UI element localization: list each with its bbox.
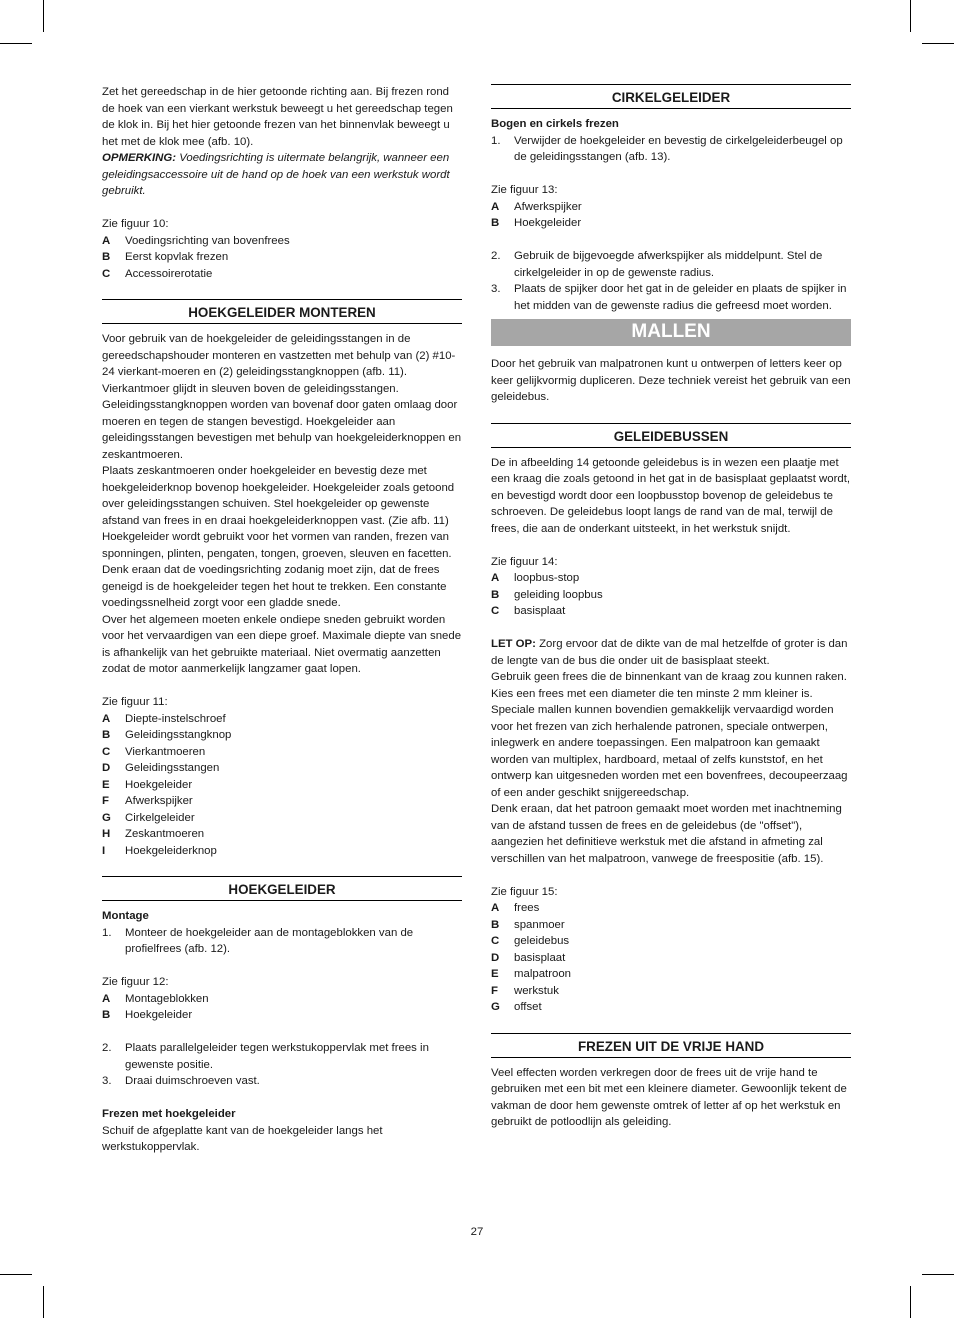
list-item: D Geleidingsstangen xyxy=(102,762,220,774)
note-text: Voedingsrichting is uitermate belangrijk, wanneer een geleidingsaccessoire uit de hand op de hoek van een werkstuk wordt gebruikt. xyxy=(102,152,450,197)
heading-hoekgeleider-monteren: HOEKGELEIDER MONTEREN xyxy=(102,299,462,324)
heading-geleidebussen: GELEIDEBUSSEN xyxy=(491,423,851,448)
montage-step-1: 1. Monteer de hoekgeleider aan de montageblokken van de profielfrees (afb. 12). xyxy=(102,926,414,955)
fig14-title: Zie figuur 14: xyxy=(491,555,558,568)
right-column xyxy=(491,84,851,1131)
fig12-list xyxy=(102,991,462,1024)
list-item: B spanmoer xyxy=(491,918,565,931)
crop-mark xyxy=(922,43,954,44)
crop-mark xyxy=(922,1274,954,1275)
mount-paragraph-3: Over het algemeen moeten enkele ondiepe sneden gebruikt worden voor het vervaardigen van een diepe groef. Maximale diepte van snede is afhankelijk van het gebruikte materiaal. Niet overmatig aanzetten zodat de motor aanmerkelijk langzamer gaat lopen. xyxy=(102,613,462,675)
circle-step-1: 1. Verwijder de hoekgeleider en bevestig de cirkelgeleiderbeugel op de geleidingsstangen (afb. 13). xyxy=(491,134,843,163)
circle-step-3: 3. Plaats de spijker door het gat in de geleider en plaats de spijker in het midden van de gewenste radius die gefreesd moet worden. xyxy=(491,283,847,312)
mount-paragraph-1: Voor gebruik van de hoekgeleider de geleidingsstangen in de gereedschapshouder monteren en vastzetten met behulp van (2) #10-24 vierkant-moeren en (2) geleidingsstangknoppen (afb. 11). Vierkantmoer glijdt in sleuven boven de geleidingsstangen. Geleidingsstangknoppen worden van bovenaf door gaten omlaag door moeren en tegen de stangen bevestigd. Hoekgeleider aan geleidingsstangen bevestigen met behulp van hoekgeleiderknoppen en zeskantmoeren. xyxy=(102,333,462,461)
list-item: G offset xyxy=(491,1001,542,1013)
list-item: C geleidebus xyxy=(491,935,570,947)
list-item: I Hoekgeleiderknop xyxy=(102,844,217,857)
heading-hoekgeleider: HOEKGELEIDER xyxy=(102,876,462,901)
fig10-list xyxy=(102,233,462,283)
fig15-title: Zie figuur 15: xyxy=(491,885,558,898)
crop-mark xyxy=(0,43,32,44)
list-item: A loopbus-stop xyxy=(491,572,580,584)
fig13-title: Zie figuur 13: xyxy=(491,184,558,196)
montage-title: Montage xyxy=(102,910,149,922)
crop-mark xyxy=(910,1286,911,1318)
letop-text: Zorg ervoor dat de dikte van de mal hetzelfde of groter is dan de lengte van de bus die onder uit de basisplaat steekt. xyxy=(491,638,848,667)
montage-step-2: 2. Plaats parallelgeleider tegen werkstukoppervlak met frees in gewenste positie. xyxy=(102,1042,429,1071)
crop-mark xyxy=(43,1286,44,1318)
fig11-list xyxy=(102,711,462,860)
fig10-title: Zie figuur 10: xyxy=(102,218,169,230)
montage-step-3: 3. Draai duimschroeven vast. xyxy=(102,1075,260,1087)
fig15-list xyxy=(491,900,851,1016)
bussen-paragraph-3: Denk eraan, dat het patroon gemaakt moet worden met inachtneming van de afstand tussen de frees en de geleidebus (de "offset"), aangezien het definitieve werkstuk met die afstand in afmeting zal verschillen van het malpatroon, vanwege de freespositie (afb. 15). xyxy=(491,803,842,865)
list-item: A Montageblokken xyxy=(102,992,209,1005)
list-item: B Hoekgeleider xyxy=(491,217,582,229)
list-item: H Zeskantmoeren xyxy=(102,828,205,840)
list-item: F werkstuk xyxy=(491,984,559,997)
list-item: C basisplaat xyxy=(491,605,566,617)
list-item: D basisplaat xyxy=(491,951,566,964)
list-item: B Eerst kopvlak frezen xyxy=(102,251,229,263)
crop-mark xyxy=(0,1274,32,1275)
letop-label: LET OP: xyxy=(491,638,536,650)
list-item: E Hoekgeleider xyxy=(102,778,193,791)
left-column xyxy=(102,84,462,1156)
bussen-paragraph-1: De in afbeelding 14 getoonde geleidebus is in wezen een plaatje met een kraag die zoals getoond in het gat in de basisplaat geplaatst wordt, en bevestigd wordt door een loopbusstop bovenop de geleidebus te schroeven. De geleidebus loopt langs de rand van de mal, terwijl de frees, die aan de onderkant uitsteekt, in het werkstuk snijdt. xyxy=(491,456,851,535)
mount-paragraph-2: Plaats zeskantmoeren onder hoekgeleider en bevestig deze met hoekgeleiderknop bovenop hoekgeleider. Hoekgeleider zoals getoond over geleidingsstangen schuiven. Stel hoekgeleider op gewenste afstand van frees in en draai hoekgeleiderknoppen vast. (Zie afb. 11) Hoekgeleider wordt gebruikt voor het vormen van randen, frezen van sponningen, plinten, pengaten, tongen, groeven, sleuven en facetten. Denk eraan dat de voedingsrichting zodanig moet zijn, dat de frees geneigd is de hoekgeleider tegen het hout te trekken. Een constante voedingssnelheid zorgt voor een gladde snede. xyxy=(102,465,455,609)
list-item: E malpatroon xyxy=(491,968,571,980)
list-item: A Diepte-instelschroef xyxy=(102,712,226,725)
heading-cirkelgeleider: CIRKELGELEIDER xyxy=(491,84,851,109)
list-item: B Geleidingsstangknop xyxy=(102,729,232,741)
fig12-title: Zie figuur 12: xyxy=(102,976,169,988)
circle-step-2: 2. Gebruik de bijgevoegde afwerkspijker als middelpunt. Stel de cirkelgeleider in op de gewenste radius. xyxy=(491,250,823,279)
freehand-text: Veel effecten worden verkregen door de frees uit de vrije hand te gebruiken met een bit met een kleinere diameter. Gewoonlijk tekent de vakman de door hem gewenste omtrek of letter af op het werkstuk en gebruikt de potloodlijn als geleiding. xyxy=(491,1066,847,1128)
intro-paragraph: Zet het gereedschap in de hier getoonde richting aan. Bij frezen rond de hoek van een vierkant werkstuk beweegt u het gereedschap tegen de klok in. Bij het hier getoonde frezen van het binnenvlak beweegt u het met de klok mee (afb. 10). xyxy=(102,86,453,148)
frezen-title: Frezen met hoekgeleider xyxy=(102,1108,236,1120)
frezen-text: Schuif de afgeplatte kant van de hoekgeleider langs het werkstukoppervlak. xyxy=(102,1124,383,1153)
list-item: A frees xyxy=(491,902,540,914)
list-item: B geleiding loopbus xyxy=(491,588,603,601)
crop-mark xyxy=(43,0,44,32)
bogen-title: Bogen en cirkels frezen xyxy=(491,118,619,130)
banner-mallen: MALLEN xyxy=(491,319,851,346)
note-paragraph xyxy=(102,150,462,200)
heading-frezen-vrije-hand: FREZEN UIT DE VRIJE HAND xyxy=(491,1033,851,1058)
note-label: OPMERKING: xyxy=(102,152,177,164)
list-item: A Afwerkspijker xyxy=(491,200,582,213)
list-item: C Accessoirerotatie xyxy=(102,267,213,280)
page-number: 27 xyxy=(470,1226,484,1238)
letop-paragraph xyxy=(491,636,851,669)
list-item: F Afwerkspijker xyxy=(102,795,193,807)
list-item: C Vierkantmoeren xyxy=(102,745,206,758)
list-item: A Voedingsrichting van bovenfrees xyxy=(102,234,290,247)
mallen-text: Door het gebruik van malpatronen kunt u ontwerpen of letters keer op keer gelijkvormig dupliceren. Deze techniek vereist het gebruik van een geleidebus. xyxy=(491,358,851,403)
fig14-list xyxy=(491,570,851,620)
list-item: B Hoekgeleider xyxy=(102,1009,193,1021)
list-item: G Cirkelgeleider xyxy=(102,811,195,824)
fig13-list xyxy=(491,199,851,232)
bussen-paragraph-2: Gebruik geen frees die de binnenkant van de kraag zou kunnen raken. Kies een frees met een diameter die ten minste 2 mm kleiner is. Speciale mallen kunnen bovendien gemakkelijk vervaardigd worden voor het frezen van zich herhalende patronen, speciale ontwerpen, inlegwerk en andere toepassingen. Een malpatroon kan gemaakt worden van multiplex, hardboard, metaal of zelfs kunststof, en het ontwerp kan uitgesneden worden met een bovenfrees, decoupeerzaag of een ander geschikt snijgereedschap. xyxy=(491,671,848,799)
crop-mark xyxy=(910,0,911,32)
fig11-title: Zie figuur 11: xyxy=(102,696,168,708)
